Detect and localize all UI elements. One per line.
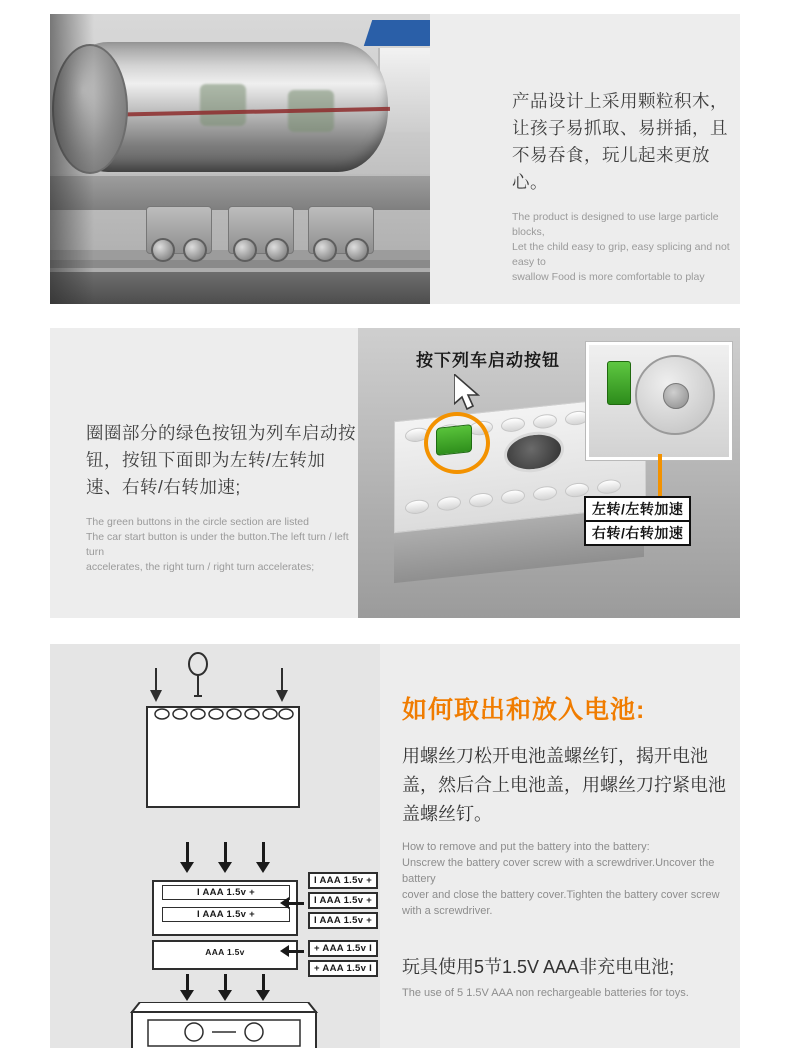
battery-en-text [402, 839, 732, 919]
arrow-down-2 [218, 862, 232, 873]
battery-cn-note: 玩具使用5节1.5V AAA非充电电池; [402, 957, 675, 977]
en-line-1: The product is designed to use large particle blocks, [512, 211, 719, 238]
battery-label-2: I AAA 1.5v + [308, 892, 378, 909]
arrow-down-4 [180, 990, 194, 1001]
tag-left-turn: 左转/左转加速 [584, 496, 691, 522]
battery-compartment-exploded-diagram [50, 644, 380, 1048]
tanker-train-car-photo [50, 14, 430, 304]
motor-detail-inset [586, 342, 732, 460]
arrow-down-3 [256, 862, 270, 873]
train-motor-brick-photo [358, 328, 740, 618]
battery-en-title: How to remove and put the battery into the battery: [402, 841, 650, 853]
battery-label-4: + AAA 1.5v I [308, 940, 378, 957]
start-button-cn-text: 圈圈部分的绿色按钮为列车启动按钮，按钮下面即为左转/左转加速、右转/右转加速; [86, 423, 356, 497]
arrow-left-2 [280, 945, 289, 957]
start-button-text-block [86, 420, 361, 575]
product-design-text-block [512, 88, 740, 285]
battery-text-block [402, 690, 732, 999]
screw-icon-left [146, 668, 166, 704]
screwdriver-icon [168, 652, 228, 704]
battery-cover [146, 720, 300, 808]
screw-icon-right [272, 668, 292, 704]
battery-label-3: I AAA 1.5v + [308, 912, 378, 929]
battery-en-line-1: Unscrew the battery cover screw with a screwdriver.Uncover the battery [402, 857, 715, 885]
battery-cover-ribs [146, 706, 298, 722]
arrow-down-6 [256, 990, 270, 1001]
battery-inline-label-2: I AAA 1.5v + [162, 907, 290, 922]
product-design-cn-text: 产品设计上采用颗粒积木，让孩子易抓取、易拼插，且不易吞食，玩儿起来更放心。 [512, 91, 728, 192]
battery-panel [50, 644, 740, 1048]
battery-inline-label-1: I AAA 1.5v + [162, 885, 290, 900]
arrow-stem-left-1 [288, 902, 304, 905]
start-button-en-text [86, 515, 361, 575]
battery-en-line-2: cover and close the battery cover.Tighten the battery cover screw with a screwdriver. [402, 889, 720, 917]
en-line-1: The green buttons in the circle section are listed [86, 516, 309, 528]
product-design-panel [50, 14, 740, 304]
arrow-down-5 [218, 990, 232, 1001]
arrow-left-1 [280, 897, 289, 909]
battery-label-5: + AAA 1.5v I [308, 960, 378, 977]
arrow-stem-3 [262, 842, 265, 864]
battery-inline-label-3: AAA 1.5v [174, 946, 276, 958]
highlight-circle [424, 412, 490, 474]
battery-cn-text: 用螺丝刀松开电池盖螺丝钉，揭开电池盖，然后合上电池盖，用螺丝刀拧紧电池盖螺丝钉。 [402, 746, 726, 824]
arrow-down-1 [180, 862, 194, 873]
arrow-stem-2 [224, 842, 227, 864]
battery-en-note: The use of 5 1.5V AAA non rechargeable batteries for toys. [402, 987, 689, 999]
arrow-stem-left-2 [288, 950, 304, 953]
product-design-en-text [512, 210, 740, 285]
en-line-3: swallow Food is more comfortable to play [512, 271, 705, 283]
battery-heading: 如何取出和放入电池: [402, 696, 646, 724]
arrow-stem-1 [186, 842, 189, 864]
battery-label-1: I AAA 1.5v + [308, 872, 378, 889]
battery-compartment-body [124, 1002, 324, 1048]
start-button-panel [50, 328, 740, 618]
en-line-2: The car start button is under the button.The left turn / left turn [86, 531, 349, 558]
inset-dial [635, 355, 715, 435]
tag-right-turn: 右转/右转加速 [584, 520, 691, 546]
inset-green-button [607, 361, 631, 405]
en-line-2: Let the child easy to grip, easy splicing and not easy to [512, 241, 730, 268]
press-start-button-callout: 按下列车启动按钮 [416, 351, 560, 370]
en-line-3: accelerates, the right turn / right turn accelerates; [86, 561, 315, 573]
